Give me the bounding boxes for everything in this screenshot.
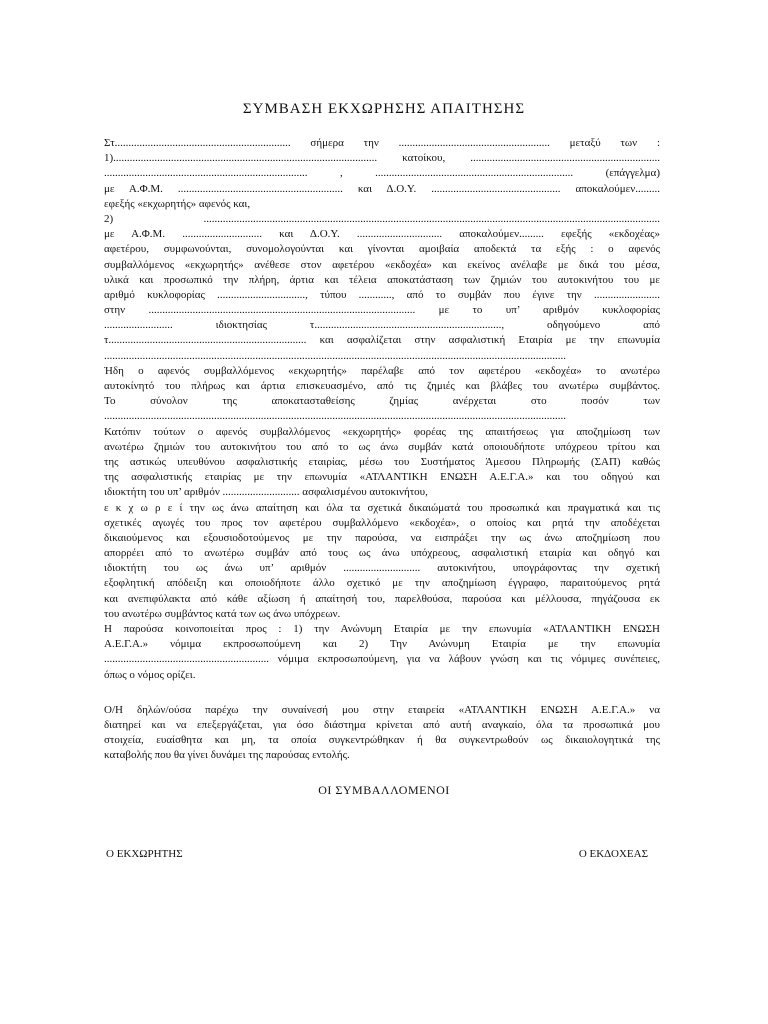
text-line: εφεξής «εκχωρητής» αφενός και, [104, 197, 251, 210]
text-line: ανωτέρω ζημιών του αυτοκινήτου του από το ως άνω συμβάν κατά οποιουδήποτε υπόχρεου τρίτου και [104, 440, 660, 453]
text-line: ε κ χ ω ρ ε ί την ως άνω απαίτηση και όλα τα σχετικά δικαιώματά του προσωπικά και πραγματικά και τις [104, 501, 660, 514]
text-line: Στ................................................................ σήμερα την ....................................................... μεταξύ των : [104, 137, 660, 149]
text-line: 2) ...................................................................................................................................................................... [104, 212, 660, 225]
text-line: δικαιούμενος και εξουσιοδοτούμενος με την παρούσα, να εισπράξει την ως άνω αποζημίωση που [104, 531, 660, 544]
assignment-section [104, 425, 660, 683]
text-line: 1)................................................................................................ κατοίκου, ..................................................................... [104, 152, 660, 165]
text-line: Το σύνολον της αποκατασταθείσης ζημίας ανέρχεται στο ποσόν των [104, 395, 660, 408]
contract-parties-section [104, 136, 660, 364]
text-line: συμβαλλόμενος «εκχωρητής» ανέθεσε στον αφετέρου «εκδοχέα» και εκείνος ανέλαβε με δικά του μέσα, [104, 258, 660, 271]
text-line: Α.Ε.Γ.Α.» νόμιμα εκπροσωπούμενη και 2) Την Ανώνυμη Εταιρία με την επωνυμία [104, 638, 660, 651]
text-line: με Α.Φ.Μ. ............................. και Δ.Ο.Υ. ............................... αποκαλούμεν......... εφεξής «εκδοχέας» [104, 228, 660, 241]
text-line: του ανωτέρω συμβάντος κατά των ως άνω υπόχρεων. [104, 607, 341, 620]
text-line: στην ................................................................................................. με το υπ’ αριθμόν κυκλοφορίας [104, 304, 660, 317]
text-line: Η παρούσα κοινοποιείται προς : 1) την Ανώνυμη Εταιρία με την επωνυμία «ΑΤΛΑΝΤΙΚΗ ΕΝΩΣΗ [104, 623, 660, 635]
text-line: καταβολής που θα γίνει δυνάμει της παρούσας εντολής. [104, 749, 350, 762]
text-line: όπως ο νόμος ορίζει. [104, 668, 196, 681]
text-line: ............................................................ νόμιμα εκπροσωπούμενη, για να λάβουν γνώση και τις νόμιμες συνέπειες, [104, 653, 660, 666]
text-line: .......................................................................... , ........................................................................ (επάγγελμα) [104, 167, 660, 180]
text-line: απορρέει από το ανωτέρω συμβάν από τους ως άνω υπόχρεους, ασφαλιστική εταιρία και οδηγό και [104, 547, 660, 560]
text-line: και ανεπιφύλακτα από κάθε αξίωση ή απαίτησή του, παρελθούσα, παρούσα και μέλλουσα, πηγάζουσα εκ [104, 592, 660, 605]
assignee-signature-label: Ο ΕΚΔΟΧΕΑΣ [578, 848, 648, 860]
assignor-signature-label: Ο ΕΚΧΩΡΗΤΗΣ [106, 848, 183, 860]
text-line: τ........................................................................ και ασφαλίζεται στην ασφαλιστική Εταιρία με την επωνυμία [104, 334, 660, 347]
text-line: Κατόπιν τούτων ο αφενός συμβαλλόμενος «εκχωρητής» φορέας της απαιτήσεως για αποζημίωση των [104, 425, 660, 438]
text-line: με Α.Φ.Μ. ............................................................ και Δ.Ο.Υ. ............................................... αποκαλούμεν......... [104, 182, 660, 195]
text-line: διατηρεί και να επεξεργάζεται, για όσο διάστημα κρίνεται από αυτή αναγκαίο, όλα τα προσωπικά μου [104, 718, 660, 731]
text-line: αφετέρου, συμφωνούνται, συνομολογούνται και γίνονται αμοιβαία αποδεκτά τα εξής : ο αφενός [104, 243, 660, 256]
text-line: ........................................................................................................................................................................ [104, 410, 566, 423]
text-line: ........................................................................................................................................................................ [104, 349, 566, 362]
text-line: εξοφλητική απόδειξη και οποιοδήποτε άλλο σχετικό με την αποζημίωση έγγραφο, παραιτούμενος ρητά [104, 577, 660, 590]
text-line: ιδιοκτήτη του ως άνω υπ’ αριθμόν ............................ αυτοκινήτου, υπογράφοντας την σχετική [104, 562, 660, 575]
text-line: Ο/Η δηλών/ούσα παρέχω την συναίνεσή μου στην εταιρεία «ΑΤΛΑΝΤΙΚΗ ΕΝΩΣΗ Α.Ε.Γ.Α.» να [104, 703, 660, 716]
text-line: υλικά και προσωπικό την πλήρη, άρτια και τέλεια αποκατάσταση των ζημιών του αυτοκινήτου του με [104, 273, 660, 286]
text-line: σχετικές αγωγές του προς τον αφετέρου συμβαλλόμενο «εκδοχέα», ο οποίος και ρητά την αποδέχεται [104, 516, 660, 529]
parties-heading: ΟΙ ΣΥΜΒΑΛΛΟΜΕΝΟΙ [318, 783, 450, 797]
text-line: αυτοκίνητό του πλήρως και άρτια επισκευασμένο, από τις ζημιές και βλάβες του ανωτέρω συμβάντος. [104, 380, 660, 392]
text-line: της ασφαλιστικής εταιρίας με την επωνυμία «ΑΤΛΑΝΤΙΚΗ ΕΝΩΣΗ Α.Ε.Γ.Α.» και του οδηγού και [104, 471, 660, 484]
document-body [104, 136, 660, 764]
text-line: ιδιοκτήτη του υπ’ αριθμόν ............................ ασφαλισμένου αυτοκινήτου, [104, 486, 428, 499]
text-line: της αστικώς υπευθύνου ασφαλιστικής εταιρίας, μέσω του Συστήματος Άμεσου Πληρωμής (ΣΑΠ) καθώς [104, 455, 660, 468]
document-title: ΣΥΜΒΑΣΗ ΕΚΧΩΡΗΣΗΣ ΑΠΑΙΤΗΣΗΣ [242, 101, 526, 117]
repair-section [104, 364, 660, 425]
text-line: στοιχεία, ευαίσθητα και μη, τα οποία συγκεντρώθηκαν ή θα συγκεντρωθούν ως δικαιολογητικά της [104, 734, 660, 747]
text-line: Ήδη ο αφενός συμβαλλόμενος «εκχωρητής» παρέλαβε από τον αφετέρου «εκδοχέα» το ανωτέρω [104, 364, 660, 377]
text-line: αριθμό κυκλοφορίας ................................, τύπου ............, από το συμβάν που έγινε την ........................ [104, 288, 660, 301]
consent-section [104, 703, 660, 764]
text-line: ......................... ιδιοκτησίας τ...................................................................., οδηγούμενο από [104, 319, 660, 332]
